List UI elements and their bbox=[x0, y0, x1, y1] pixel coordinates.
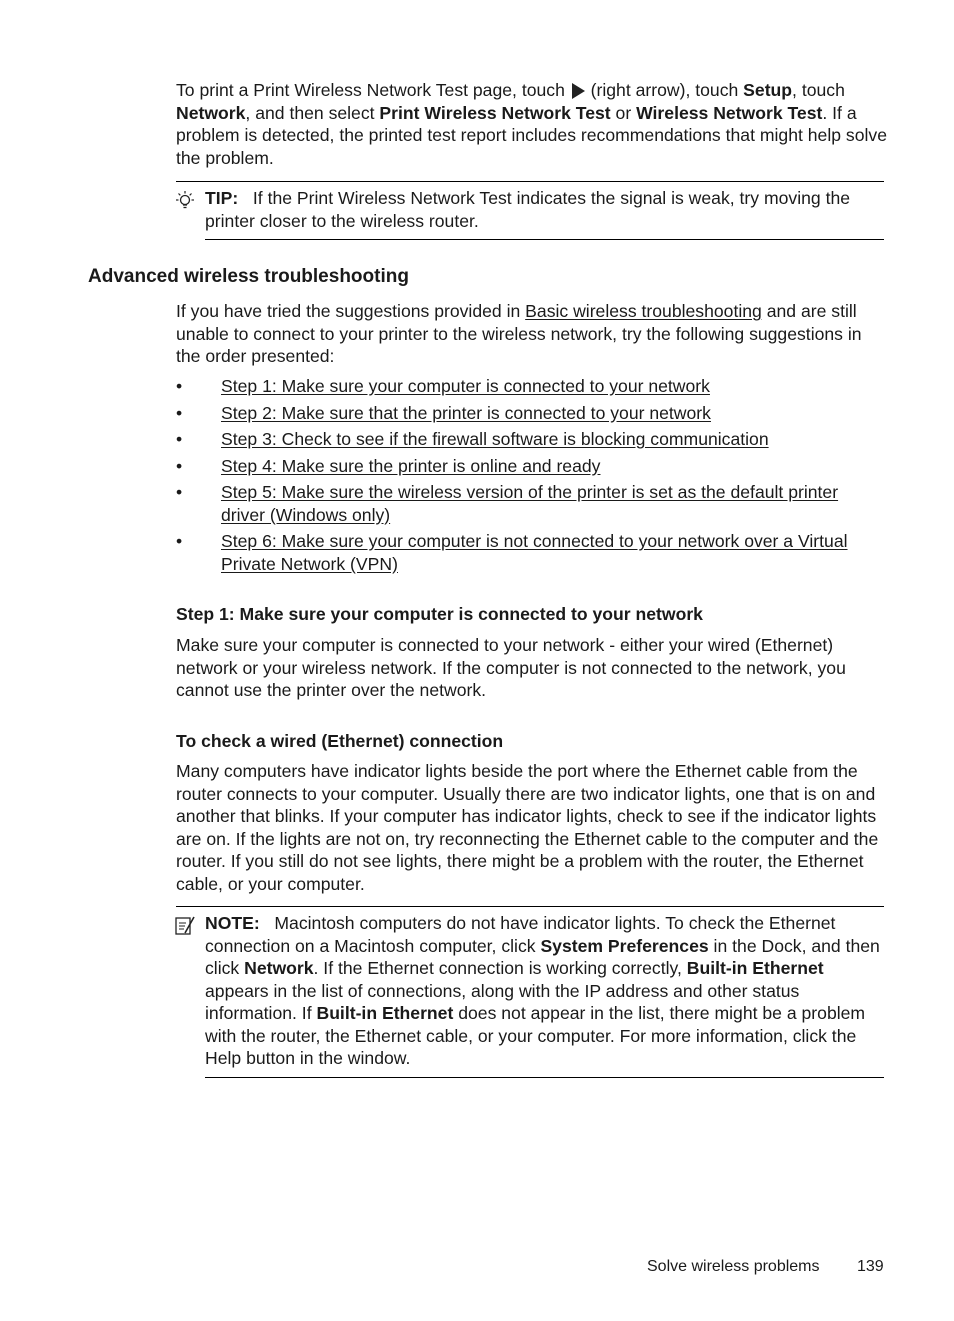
list-item: • Step 1: Make sure your computer is connected to your network bbox=[176, 376, 710, 396]
advanced-intro: If you have tried the suggestions provided in Basic wireless troubleshooting and are still unable to connect to your printer to the wireless network, try the following suggestions in the order presented: bbox=[176, 301, 862, 366]
list-item: • Step 3: Check to see if the firewall software is blocking communication bbox=[176, 429, 769, 449]
steps-list bbox=[176, 375, 888, 575]
footer-section: Solve wireless problems bbox=[647, 1258, 820, 1275]
section-heading: Advanced wireless troubleshooting bbox=[88, 266, 409, 287]
list-item: • Step 6: Make sure your computer is not connected to your network over a Virtual Private Network (VPN) bbox=[176, 531, 848, 574]
step-link[interactable]: Step 2: Make sure that the printer is connected to your network bbox=[221, 402, 711, 423]
step-link[interactable]: Step 1: Make sure your computer is connected to your network bbox=[221, 376, 710, 396]
note-icon bbox=[174, 915, 196, 937]
list-item: • Step 4: Make sure the printer is online and ready bbox=[176, 455, 601, 476]
basic-troubleshooting-link[interactable]: Basic wireless troubleshooting bbox=[525, 301, 762, 321]
page-number: 139 bbox=[857, 1258, 884, 1275]
step1-text: Make sure your computer is connected to your network - either your wired (Ethernet) network or your wireless network. If the computer is not connected to the network, you cannot use the printer over the network. bbox=[176, 635, 846, 700]
note-top-rule bbox=[176, 906, 884, 907]
tip-top-rule bbox=[176, 181, 884, 182]
note-label: NOTE: bbox=[205, 913, 260, 933]
wired-text: Many computers have indicator lights beside the port where the Ethernet cable from the router connects to your computer. Usually there are two indicator lights, one that is on and another that blinks. If your computer has indicator lights, check to see if the indicator lights are on. If the lights are not on, try reconnecting the Ethernet cable to the computer and the router. If you still do not see lights, there might be a problem with the router, the Ethernet cable, or your computer. bbox=[176, 761, 879, 894]
lightbulb-icon bbox=[174, 190, 196, 214]
tip-bottom-rule bbox=[205, 239, 884, 240]
step-link[interactable]: Step 6: Make sure your computer is not connected to your network over a Virtual Private Network (VPN) bbox=[221, 531, 848, 574]
tip-text: TIP: If the Print Wireless Network Test indicates the signal is weak, try moving the printer closer to the wireless router. bbox=[205, 188, 851, 231]
right-arrow-icon bbox=[570, 82, 586, 100]
step-link[interactable]: Step 3: Check to see if the firewall software is blocking communication bbox=[221, 429, 769, 449]
step1-heading: Step 1: Make sure your computer is connected to your network bbox=[176, 604, 703, 624]
intro-paragraph: To print a Print Wireless Network Test page, touch (right arrow), touch Setup, touch Network, and then select Print Wireless Network Test or Wireless Network Test. If a problem is detected, the printed test report includes recommendations that might help solve the problem. bbox=[176, 80, 887, 168]
note-text: NOTE: Macintosh computers do not have indicator lights. To check the Ethernet connection on a Macintosh computer, click System Preferences in the Dock, and then click Network. If the Ethernet connection is working correctly, Built-in Ethernet appears in the list of connections, along with the IP address and other status information. If Built-in Ethernet does not appear in the list, there might be a problem with the router, the Ethernet cable, or your computer. For more information, click the Help button in the window. bbox=[205, 913, 880, 1068]
wired-heading: To check a wired (Ethernet) connection bbox=[176, 731, 504, 751]
tip-label: TIP: bbox=[205, 188, 239, 208]
step-link[interactable]: Step 5: Make sure the wireless version of the printer is set as the default printer driver (Windows only) bbox=[221, 482, 839, 525]
list-item: • Step 2: Make sure that the printer is connected to your network bbox=[176, 402, 711, 423]
list-item: • Step 5: Make sure the wireless version of the printer is set as the default printer driver (Windows only) bbox=[176, 482, 839, 525]
step-link[interactable]: Step 4: Make sure the printer is online and ready bbox=[221, 455, 601, 476]
note-bottom-rule bbox=[205, 1077, 884, 1078]
